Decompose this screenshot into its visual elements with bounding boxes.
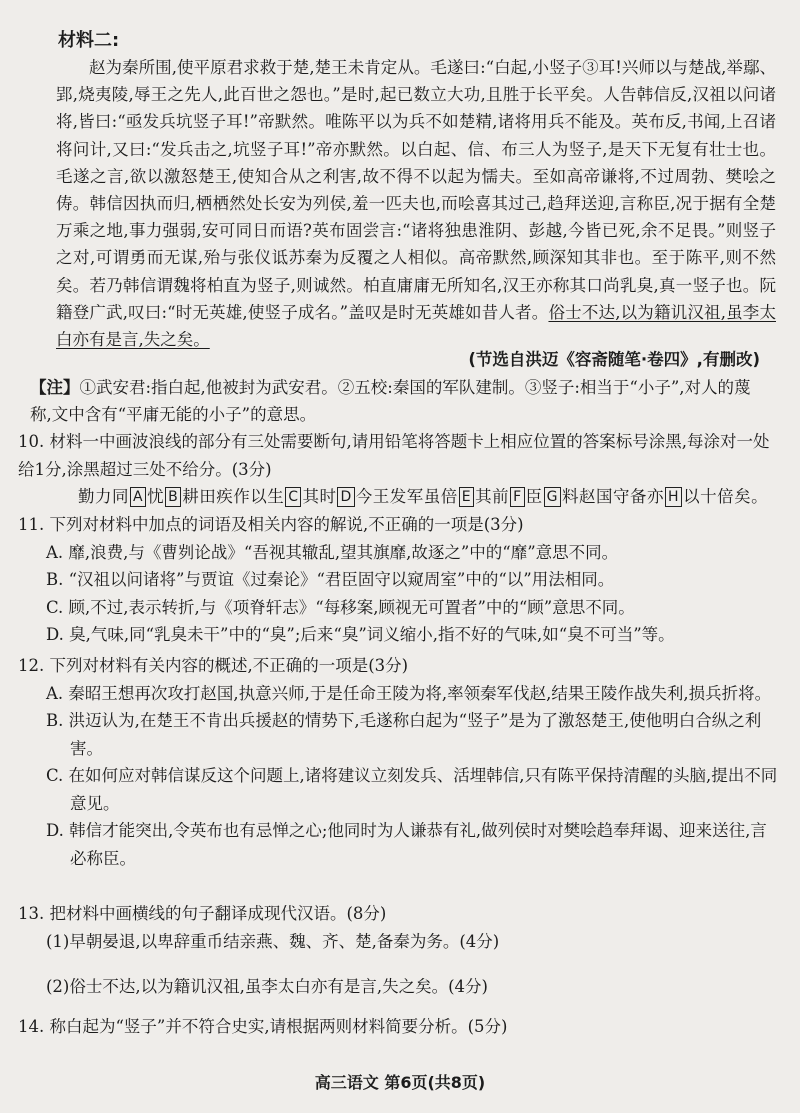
option-c: C. 在如何应对韩信谋反这个问题上,诸将建议立刻发兵、活埋韩信,只有陈平保持清醒的头脑,提出不同意见。 xyxy=(46,766,778,813)
option-b: B. “汉祖以问诸将”与贾谊《过秦论》“君臣固守以窥周室”中的“以”用法相同。 xyxy=(46,570,615,589)
question-11 xyxy=(18,511,778,649)
segment-text: 其前 xyxy=(475,487,510,506)
translation-item-2: (2)俗士不达,以为籍讥汉祖,虽李太白亦有是言,失之矣。(4分) xyxy=(46,977,488,996)
passage-text xyxy=(56,54,776,353)
answer-box-c[interactable]: C xyxy=(285,487,301,507)
source-citation: (节选自洪迈《容斋随笔·卷四》,有删改) xyxy=(468,350,760,369)
question-10 xyxy=(18,428,778,511)
note-text: ①武安君:指白起,他被封为武安君。②五校:秦国的军队建制。③竖子:相当于“小子”,对人的蔑称,文中含有“平庸无能的小子”的意思。 xyxy=(30,378,751,424)
question-12-stem: 12. 下列对材料有关内容的概述,不正确的一项是(3分) xyxy=(18,656,409,675)
material-heading: 材料二: xyxy=(58,30,120,51)
translation-item-1: (1)早朝晏退,以卑辞重币结亲燕、魏、齐、楚,备秦为务。(4分) xyxy=(46,931,500,951)
segment-text: 忧 xyxy=(147,487,165,506)
question-14-stem: 14. 称白起为“竖子”并不符合史实,请根据两则材料简要分析。(5分) xyxy=(18,1017,508,1036)
passage-main: 赵为秦所围,使平原君求救于楚,楚王未肯定从。毛遂曰:“白起,小竖子③耳!兴师以与楚战,举鄢、郢,烧夷陵,辱王之先人,此百世之怨也。”是时,起已数立大功,且胜于长平矣。人告韩信反,汉祖以问诸将,皆曰:“亟发兵坑竖子耳!”帝默然。唯陈平以为兵不如楚精,诸将用兵不能及。英布反,书闻,上召诸将问计,又曰:“发兵击之,坑竖子耳!”帝亦默然。以白起、信、布三人为竖子,是天下无复有壮士也。毛遂之言,欲以激怒楚王,使知合从之利害,故不得不以起为懦夫。至如高帝谦将,不过周勃、樊哙之俦。韩信因执而归,栖栖然处长安为列侯,羞一匹夫也,而哙喜其过己,趋拜送迎,言称臣,况于据有全楚万乘之地,事力强弱,安可同日而语?英布固尝言:“诸将独患淮阴、彭越,今皆已死,余不足畏。”则竖子之对,可谓勇而无谋,殆与张仪诋苏秦为反覆之人相似。高帝默然,顾深知其非也。至于陈平,则不然矣。若乃韩信谓魏将柏直为竖子,则诚然。柏直庸庸无所知名,汉王亦称其口尚乳臭,真一竖子也。阮籍登广武,叹曰:“时无英雄,使竖子成名。”盖叹是时无英雄如昔人者。 xyxy=(56,58,776,322)
passage-underlined-sentence: 俗士不达,以为籍讥汉祖,虽李太白亦有是言,失之矣。 xyxy=(56,302,776,350)
segment-text: 其时 xyxy=(302,487,337,506)
answer-box-h[interactable]: H xyxy=(665,487,682,507)
option-c: C. 顾,不过,表示转折,与《项脊轩志》“每移案,顾视无可置者”中的“顾”意思不同。 xyxy=(46,597,635,617)
segment-text: 臣 xyxy=(525,487,543,506)
option-b: B. 洪迈认为,在楚王不肯出兵援赵的情势下,毛遂称白起为“竖子”是为了激怒楚王,使他明白合纵之利害。 xyxy=(46,711,762,758)
question-12 xyxy=(18,652,778,872)
option-a: A. 秦昭王想再次攻打赵国,执意兴师,于是任命王陵为将,率领秦军伐赵,结果王陵作战失利,损兵折将。 xyxy=(46,683,772,703)
segment-text: 今王发军虽倍 xyxy=(355,487,458,506)
option-d: D. 韩信才能突出,令英布也有忌惮之心;他同时为人谦恭有礼,做列侯时对樊哙趋奉拜谒、迎来送往,言必称臣。 xyxy=(46,821,767,868)
sentence-segmentation xyxy=(18,483,778,511)
annotation-note xyxy=(30,374,770,428)
question-13 xyxy=(18,900,778,1001)
segment-text: 耕田疾作以生 xyxy=(182,487,285,506)
question-13-stem: 13. 把材料中画横线的句子翻译成现代汉语。(8分) xyxy=(18,904,387,923)
question-10-stem: 10. 材料一中画波浪线的部分有三处需要断句,请用铅笔将答题卡上相应位置的答案标号涂黑,每涂对一处给1分,涂黑超过三处不给分。(3分) xyxy=(18,432,770,479)
option-d: D. 臭,气味,同“乳臭未干”中的“臭”;后来“臭”词义缩小,指不好的气味,如“臭不可当”等。 xyxy=(46,625,675,644)
answer-box-b[interactable]: B xyxy=(165,487,181,507)
segment-text: 以十倍矣。 xyxy=(683,487,769,506)
question-14 xyxy=(18,1013,778,1041)
answer-box-f[interactable]: F xyxy=(510,487,525,507)
option-a: A. 靡,浪费,与《曹刿论战》“吾视其辙乱,望其旗靡,故逐之”中的“靡”意思不同。 xyxy=(46,542,619,562)
page-footer: 高三语文 第6页(共8页) xyxy=(314,1073,486,1092)
segment-text: 料赵国守备亦 xyxy=(562,487,665,506)
answer-box-d[interactable]: D xyxy=(337,487,354,507)
question-11-stem: 11. 下列对材料中加点的词语及相关内容的解说,不正确的一项是(3分) xyxy=(18,515,524,534)
answer-box-e[interactable]: E xyxy=(459,487,474,507)
note-tag: 【注】 xyxy=(30,378,80,397)
segment-text: 勤力同 xyxy=(78,487,129,506)
answer-box-g[interactable]: G xyxy=(544,487,561,507)
answer-box-a[interactable]: A xyxy=(130,487,146,507)
